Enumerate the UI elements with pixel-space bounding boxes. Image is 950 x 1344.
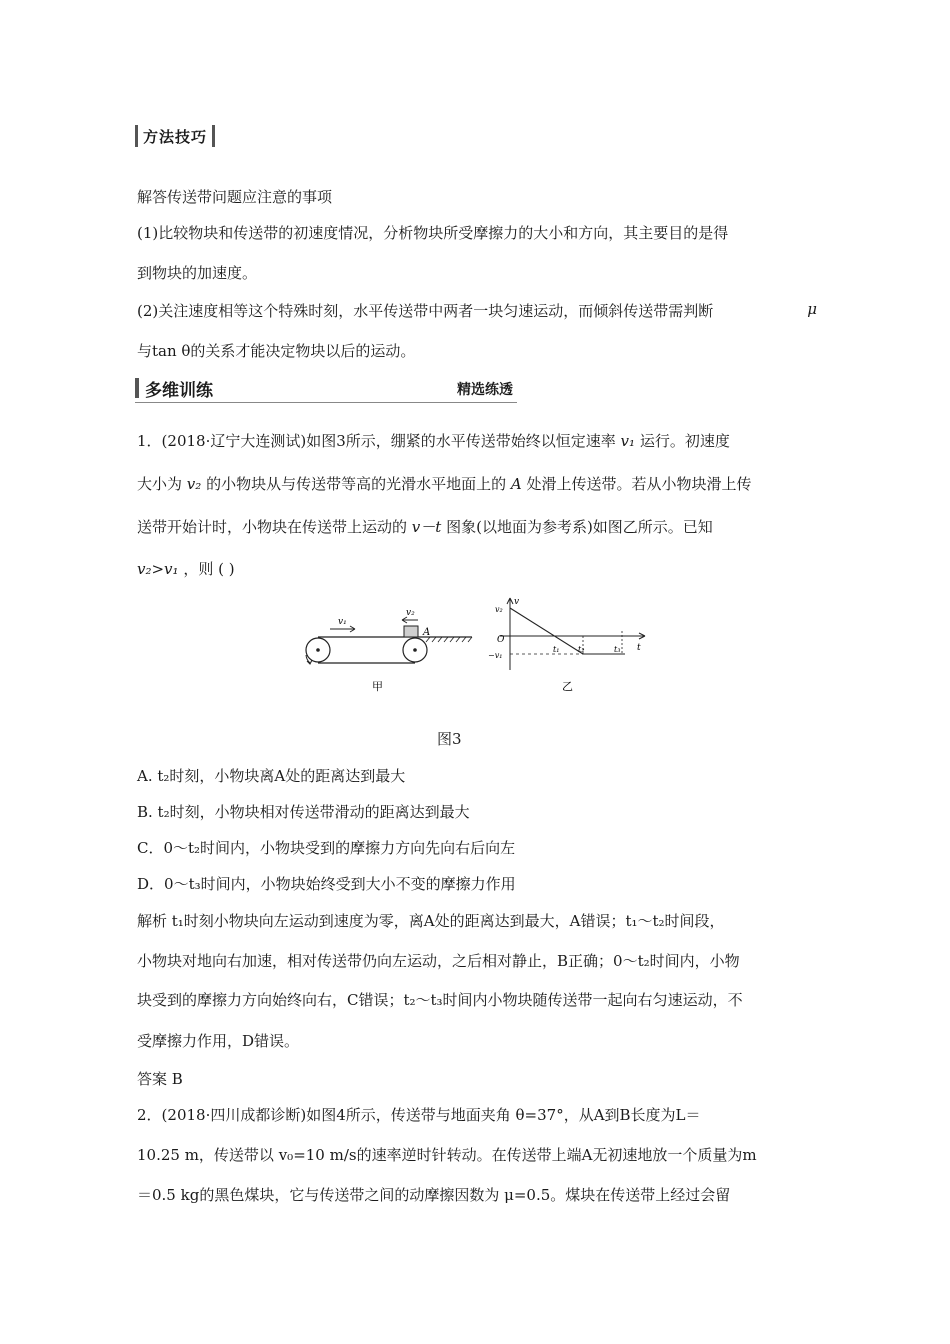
block-v2-label: v₂ xyxy=(406,608,415,618)
belt-v1-label: v₁ xyxy=(338,617,347,627)
t1-label: t₁ xyxy=(553,645,560,654)
q1-line2-b: 的小物块从与传送带等高的光滑水平地面上的 xyxy=(206,475,507,493)
q1-line1 xyxy=(137,430,730,451)
section-subtitle: 精选练透 xyxy=(457,382,513,398)
figure-caption: 图3 xyxy=(437,730,462,748)
q1-line4 xyxy=(137,558,235,579)
caption-yi: 乙 xyxy=(562,680,573,693)
right-pulley-axle xyxy=(413,648,417,652)
method-point2-a: (2)关注速度相等这个特殊时刻，水平传送带中两者一块匀速运动，而倾斜传送带需判断 xyxy=(137,302,714,320)
section-title: 多维训练 xyxy=(145,381,213,401)
option-b: B. t₂时刻，小物块相对传送带滑动的距离达到最大 xyxy=(137,803,470,821)
option-d: D．0～t₃时间内，小物块始终受到大小不变的摩擦力作用 xyxy=(137,875,516,893)
point-A-label: A xyxy=(423,627,431,638)
axis-t-label: t xyxy=(637,643,641,653)
q1-line1-b: 运行。初速度 xyxy=(639,432,730,450)
method-point2-b: 与tan θ的关系才能决定物块以后的运动。 xyxy=(137,342,416,360)
option-c: C．0～t₂时间内，小物块受到的摩擦力方向先向右后向左 xyxy=(137,839,516,857)
section-bar xyxy=(135,378,139,398)
vt-graph xyxy=(488,597,645,693)
analysis-line1: 解析 t₁时刻小物块向左运动到速度为零，离A处的距离达到最大，A错误；t₁～t₂时间段， xyxy=(137,912,725,930)
axis-v-label: v xyxy=(514,597,520,607)
section-heading xyxy=(135,376,517,403)
t3-label: t₃ xyxy=(614,645,621,654)
option-a: A. t₂时刻，小物块离A处的距离达到最大 xyxy=(137,767,406,785)
analysis-line4: 受摩擦力作用，D错误。 xyxy=(137,1032,300,1050)
figure-3 xyxy=(300,595,660,705)
q1-line3 xyxy=(137,516,713,537)
method-point2-mu: μ xyxy=(807,300,817,318)
q1-v1: v₁ xyxy=(620,432,636,450)
origin-label: O xyxy=(497,635,505,645)
q1-line2-c: 处滑上传送带。若从小物块滑上传 xyxy=(526,475,752,493)
t2-label: t₂ xyxy=(578,645,585,654)
y-negv1-label: −v₁ xyxy=(488,651,503,660)
q2-line2: 10.25 m，传送带以 v₀=10 m/s的速率逆时针转动。在传送带上端A无初速地放一个质量为m xyxy=(137,1146,757,1164)
q2-line1: 2．(2018·四川成都诊断)如图4所示，传送带与地面夹角 θ=37°，从A到B长度为L＝ xyxy=(137,1106,701,1124)
method-intro: 解答传送带问题应注意的事项 xyxy=(137,188,333,206)
q1-v2: v₂ xyxy=(186,475,202,493)
q1-condition: v₂>v₁ xyxy=(137,560,179,578)
conveyor-diagram xyxy=(306,608,472,693)
method-point2-a-row xyxy=(137,300,817,321)
q1-vt: v－t xyxy=(411,518,442,536)
answer: 答案 B xyxy=(137,1070,183,1088)
y-v2-label: v₂ xyxy=(495,605,503,614)
q1-line2 xyxy=(137,473,752,494)
heading-bar-right xyxy=(212,125,215,147)
method-title: 方法技巧 xyxy=(143,127,208,146)
analysis-line2: 小物块对地向右加速，相对传送带仍向左运动，之后相对静止，B正确；0～t₂时间内，小物 xyxy=(137,952,740,970)
block xyxy=(404,626,418,637)
q2-line3: ＝0.5 kg的黑色煤块，它与传送带之间的动摩擦因数为 μ=0.5。煤块在传送带上经过会留 xyxy=(137,1186,731,1204)
q1-line2-a: 大小为 xyxy=(137,475,183,493)
method-point1-a: (1)比较物块和传送带的初速度情况，分析物块所受摩擦力的大小和方向，其主要目的是得 xyxy=(137,224,729,242)
q1-line3-b: 图象(以地面为参考系)如图乙所示。已知 xyxy=(446,518,713,536)
q1-line1-a: 1．(2018·辽宁大连测试)如图3所示，绷紧的水平传送带始终以恒定速率 xyxy=(137,432,616,450)
caption-jia: 甲 xyxy=(372,680,383,693)
vt-line-decel xyxy=(510,608,583,654)
left-pulley-axle xyxy=(316,648,320,652)
q1-line4-tail: ，则 ( ) xyxy=(183,560,235,578)
method-point1-b: 到物块的加速度。 xyxy=(137,264,258,282)
method-heading xyxy=(135,124,215,148)
analysis-line3: 块受到的摩擦力方向始终向右，C错误；t₂～t₃时间内小物块随传送带一起向右匀速运动，不 xyxy=(137,991,743,1009)
q1-point-A: A xyxy=(510,475,522,493)
q1-line3-a: 送带开始计时，小物块在传送带上运动的 xyxy=(137,518,408,536)
ground-hatch xyxy=(426,637,472,642)
